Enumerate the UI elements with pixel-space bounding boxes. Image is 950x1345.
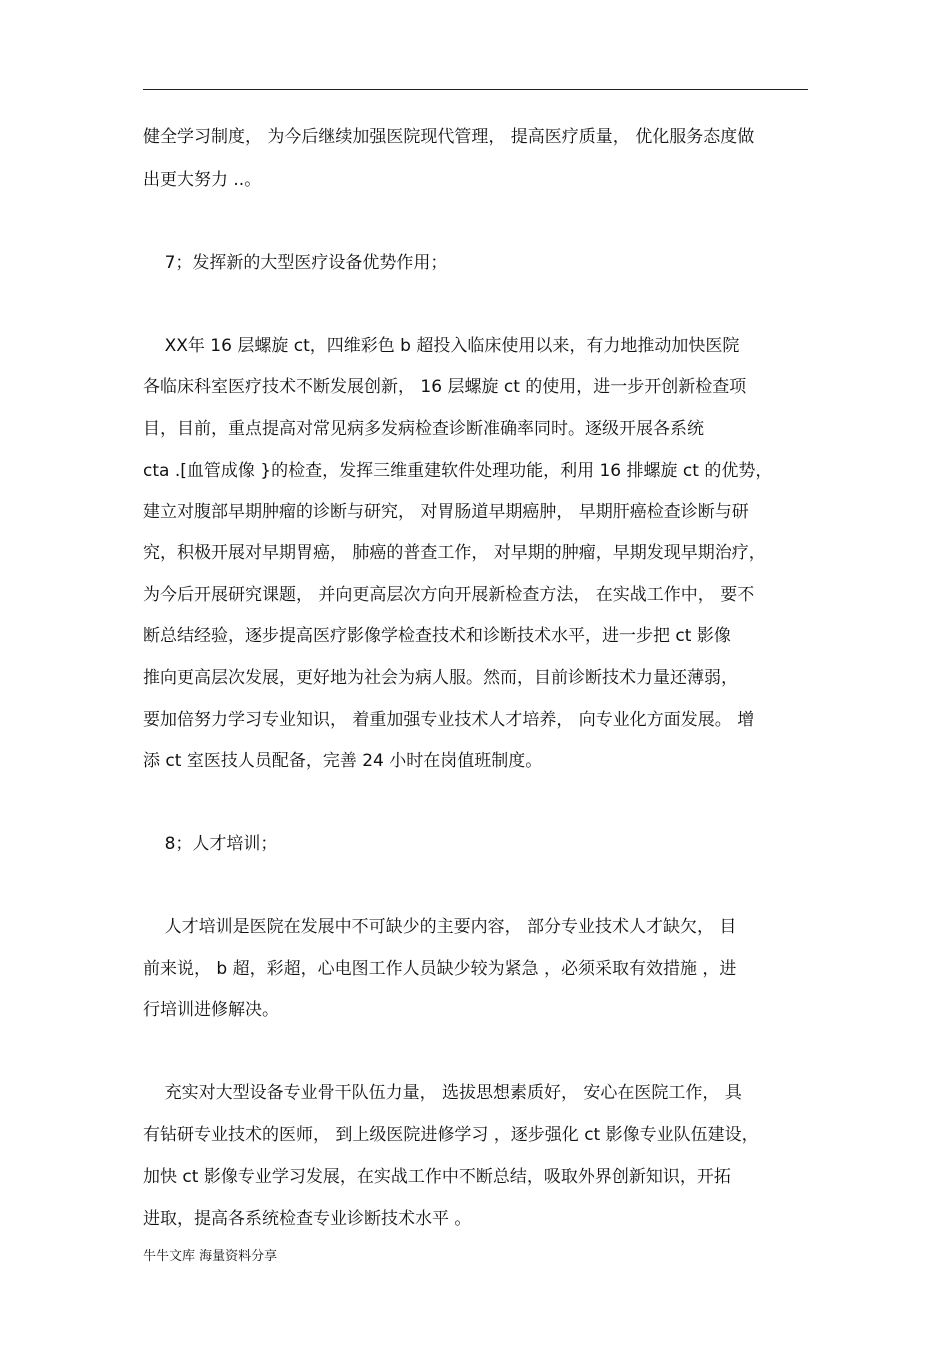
text-line: 要加倍努力学习专业知识， 着重加强专业技术人才培养， 向专业化方面发展。 增 — [143, 710, 755, 730]
text-line: 加快 ct 影像专业学习发展，在实战工作中不断总结，吸取外界创新知识，开拓 — [143, 1167, 731, 1187]
page-footer: 牛牛文库 海量资料分享 — [143, 1249, 278, 1264]
section-heading: 8；人才培训； — [143, 834, 278, 854]
text-line: 进取，提高各系统检查专业诊断技术水平 。 — [143, 1209, 472, 1229]
text-line: 究，积极开展对早期胃癌， 肺癌的普查工作， 对早期的肿瘤，早期发现早期治疗， — [143, 543, 766, 563]
text-line: 行培训进修解决。 — [143, 1000, 279, 1020]
text-line: 建立对腹部早期肿瘤的诊断与研究， 对胃肠道早期癌肿， 早期肝癌检查诊断与研 — [143, 502, 749, 522]
header-divider — [143, 89, 808, 90]
text-line: cta .[血管成像 }的检查，发挥三维重建软件处理功能，利用 16 排螺旋 ct 的优势， — [143, 461, 773, 481]
text-line: 健全学习制度， 为今后继续加强医院现代管理， 提高医疗质量， 优化服务态度做 — [143, 127, 755, 147]
text-line: 充实对大型设备专业骨干队伍力量， 选拔思想素质好， 安心在医院工作， 具 — [143, 1083, 742, 1103]
text-line: 断总结经验，逐步提高医疗影像学检查技术和诊断技术水平，进一步把 ct 影像 — [143, 626, 731, 646]
text-line: 目，目前，重点提高对常见病多发病检查诊断准确率同时。逐级开展各系统 — [143, 419, 704, 439]
text-line: 人才培训是医院在发展中不可缺少的主要内容， 部分专业技术人才缺欠， 目 — [143, 917, 737, 937]
text-line: 有钻研专业技术的医师， 到上级医院进修学习 ，逐步强化 ct 影像专业队伍建设， — [143, 1125, 759, 1145]
text-line: 添 ct 室医技人员配备，完善 24 小时在岗值班制度。 — [143, 751, 543, 771]
text-line: XX年 16 层螺旋 ct，四维彩色 b 超投入临床使用以来，有力地推动加快医院 — [143, 336, 740, 356]
text-line: 各临床科室医疗技术不断发展创新， 16 层螺旋 ct 的使用，进一步开创新检查项 — [143, 377, 747, 397]
section-heading: 7；发挥新的大型医疗设备优势作用； — [143, 253, 448, 273]
text-line: 推向更高层次发展，更好地为社会为病人服。然而，目前诊断技术力量还薄弱， — [143, 668, 738, 688]
text-line: 出更大努力 ..。 — [143, 170, 262, 190]
text-line: 为今后开展研究课题， 并向更高层次方向开展新检查方法， 在实战工作中， 要不 — [143, 585, 755, 605]
text-line: 前来说， b 超，彩超，心电图工作人员缺少较为紧急 ，必须采取有效措施 ，进 — [143, 959, 737, 979]
